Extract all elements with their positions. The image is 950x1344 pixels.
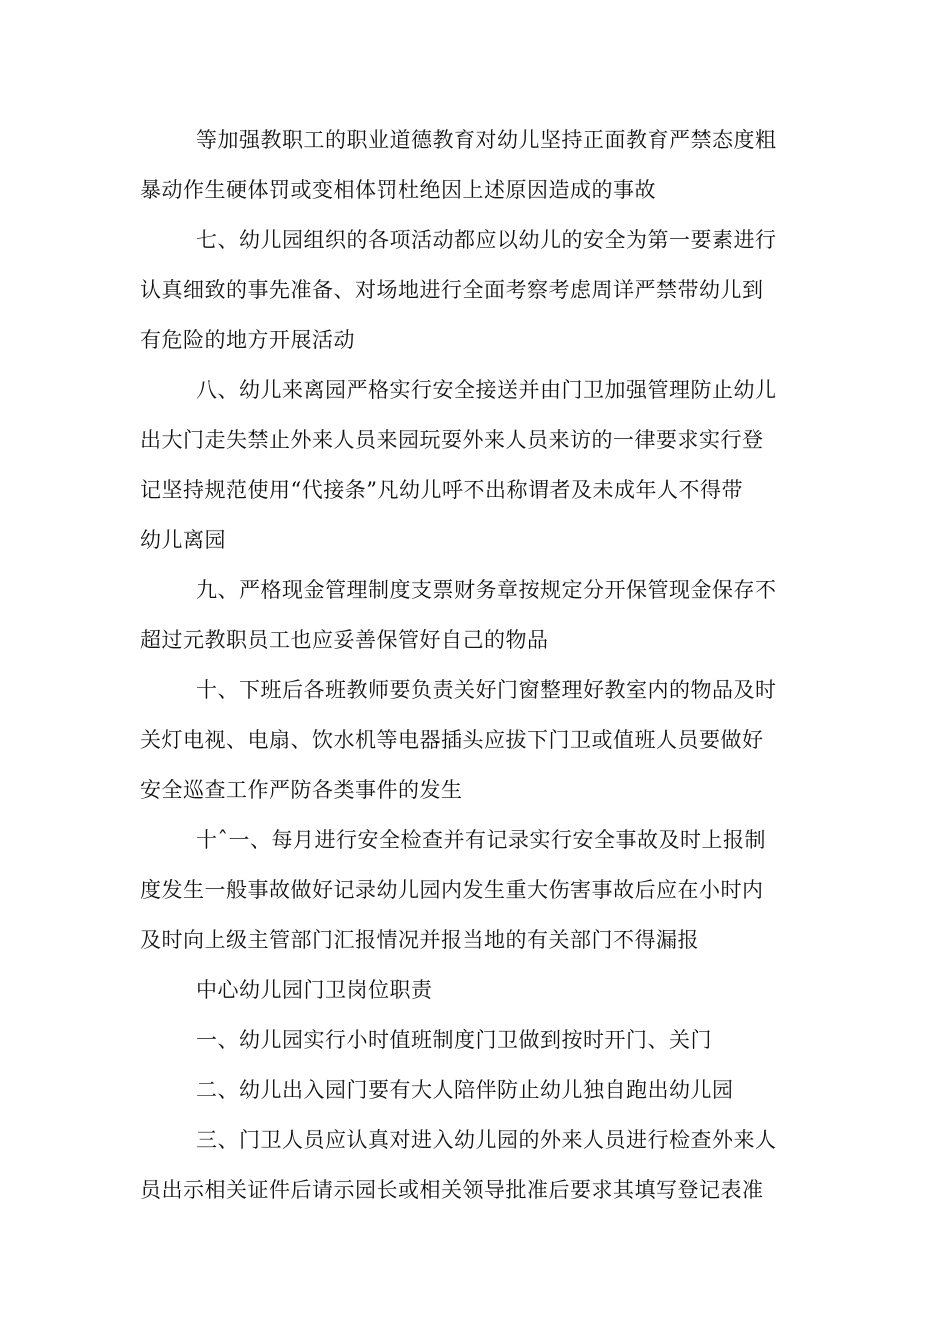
text-line: 及时向上级主管部门汇报情况并报当地的有关部门不得漏报 [140, 928, 699, 952]
text-line: 九、严格现金管理制度支票财务章按规定分开保管现金保存不 [196, 578, 777, 602]
text-line: 十ˆ一、每月进行安全检查并有记录实行安全事故及时上报制 [196, 828, 766, 852]
text-line: 记坚持规范使用“代接条”凡幼儿呼不出称谓者及未成年人不得带 [140, 478, 743, 502]
text-line: 十、下班后各班教师要负责关好门窗整理好教室内的物品及时 [196, 678, 777, 702]
paragraph [140, 965, 810, 1015]
paragraph [140, 665, 810, 815]
text-line: 员出示相关证件后请示园长或相关领导批准后要求其填写登记表准 [140, 1178, 764, 1202]
text-line: 八、幼儿来离园严格实行安全接送并由门卫加强管理防止幼儿 [196, 378, 777, 402]
paragraph [140, 815, 810, 965]
text-line: 等加强教职工的职业道德教育对幼儿坚持正面教育严禁态度粗 [196, 128, 777, 152]
text-line: 关灯电视、电扇、饮水机等电器插头应拔下门卫或值班人员要做好 [140, 728, 764, 752]
text-line: 暴动作生硬体罚或变相体罚杜绝因上述原因造成的事故 [140, 178, 656, 202]
text-line: 一、幼儿园实行小时值班制度门卫做到按时开门、关门 [196, 1028, 712, 1052]
text-line: 超过元教职员工也应妥善保管好自己的物品 [140, 628, 549, 652]
text-line: 认真细致的事先准备、对场地进行全面考察考虑周详严禁带幼儿到 [140, 278, 764, 302]
text-line: 安全巡查工作严防各类事件的发生 [140, 778, 463, 802]
text-line: 有危险的地方开展活动 [140, 328, 355, 352]
text-line: 度发生一般事故做好记录幼儿园内发生重大伤害事故后应在小时内 [140, 878, 764, 902]
paragraph [140, 115, 810, 215]
paragraph [140, 215, 810, 365]
text-line: 二、幼儿出入园门要有大人陪伴防止幼儿独自跑出幼儿园 [196, 1078, 734, 1102]
text-line: 七、幼儿园组织的各项活动都应以幼儿的安全为第一要素进行 [196, 228, 777, 252]
text-line: 出大门走失禁止外来人员来园玩耍外来人员来访的一律要求实行登 [140, 428, 764, 452]
paragraph [140, 1065, 810, 1115]
paragraph [140, 565, 810, 665]
paragraph [140, 1015, 810, 1065]
text-line: 中心幼儿园门卫岗位职责 [196, 978, 433, 1002]
text-line: 幼儿离园 [140, 528, 226, 552]
paragraph [140, 365, 810, 565]
text-line: 三、门卫人员应认真对进入幼儿园的外来人员进行检查外来人 [196, 1128, 777, 1152]
paragraph [140, 1115, 810, 1215]
